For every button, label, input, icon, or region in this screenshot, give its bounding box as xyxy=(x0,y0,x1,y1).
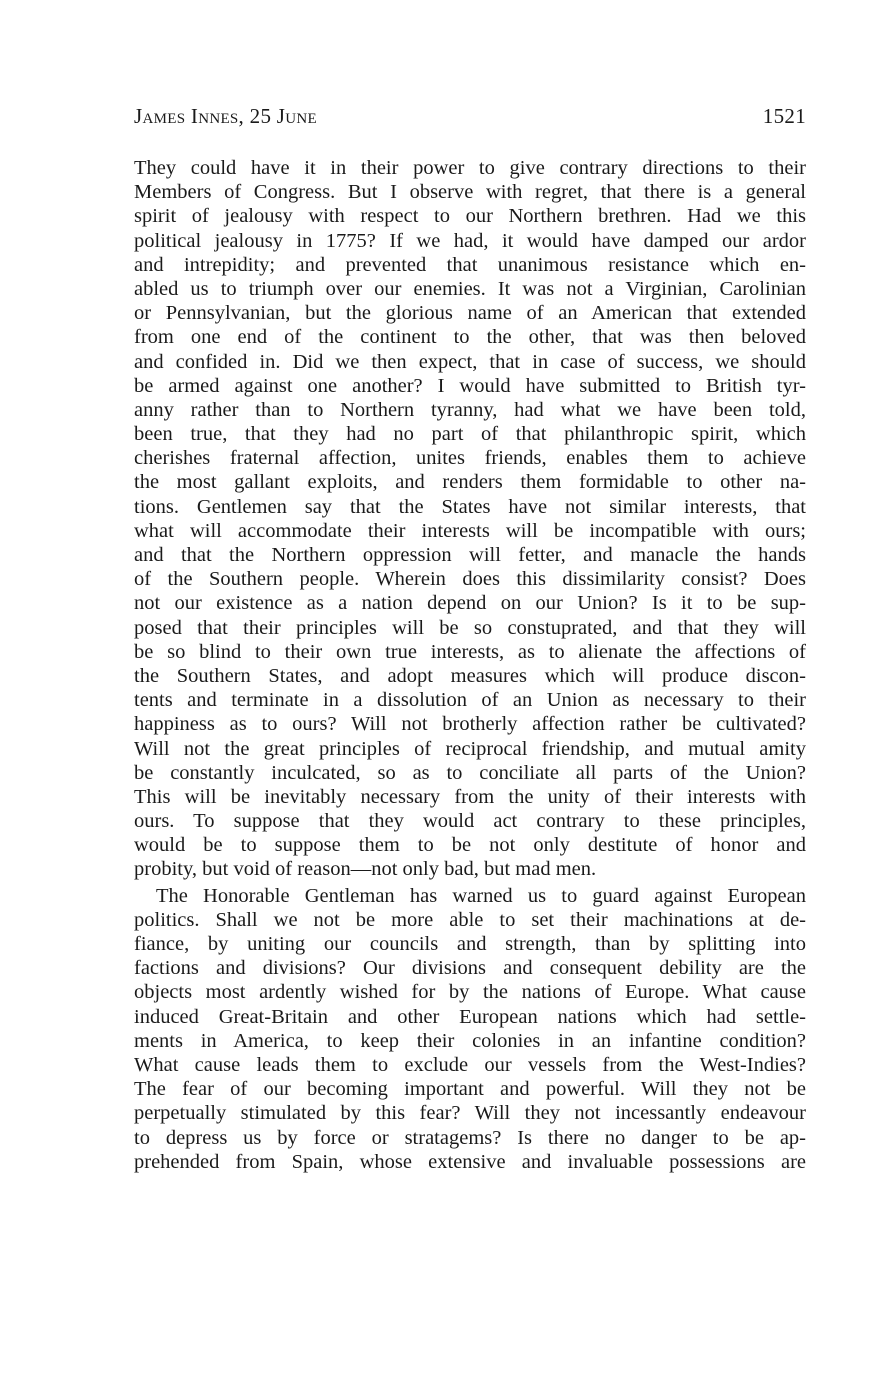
text-line: to depress us by force or stratagems? Is there no danger to be ap- xyxy=(134,1126,806,1149)
text-line: factions and divisions? Our divisions and consequent debility are the xyxy=(134,957,806,980)
text-line: the most gallant exploits, and renders them formidable to other na- xyxy=(134,471,806,494)
text-line: ments in America, to keep their colonies in an infantine condition? xyxy=(134,1029,806,1052)
text-line: and that the Northern oppression will fetter, and manacle the hands xyxy=(134,544,806,566)
body-text xyxy=(134,156,806,1174)
text-line: induced Great-Britain and other European nations which had settle- xyxy=(134,1005,806,1028)
text-line: The fear of our becoming important and powerful. Will they not be xyxy=(134,1078,806,1101)
text-line: anny rather than to Northern tyranny, had what we have been told, xyxy=(134,398,806,421)
text-line: or Pennsylvanian, but the glorious name of an American that extended xyxy=(134,302,806,325)
text-line: probity, but void of reason—not only bad, but mad men. xyxy=(134,858,597,881)
text-line: They could have it in their power to give contrary directions to their xyxy=(134,157,806,179)
text-line: tions. Gentlemen say that the States have not similar interests, that xyxy=(134,495,806,518)
text-line: be so blind to their own true interests, as to alienate the affections of xyxy=(134,640,806,663)
text-line: Will not the great principles of reciprocal friendship, and mutual amity xyxy=(134,737,806,760)
document-page xyxy=(134,104,806,1174)
text-line: of the Southern people. Wherein does this dissimilarity consist? Does xyxy=(134,568,806,591)
text-line: what will accommodate their interests will be incompatible with ours; xyxy=(134,519,806,542)
text-line: spirit of jealousy with respect to our Northern brethren. Had we this xyxy=(134,205,806,228)
text-line: cherishes fraternal affection, unites friends, enables them to achieve xyxy=(134,447,806,470)
text-line: be constantly inculcated, so as to conciliate all parts of the Union? xyxy=(134,761,806,784)
running-head xyxy=(134,104,806,136)
text-line: objects most ardently wished for by the nations of Europe. What cause xyxy=(134,981,806,1004)
page-number: 1521 xyxy=(762,104,806,128)
text-line: This will be inevitably necessary from the unity of their interests with xyxy=(134,785,806,808)
text-line: politics. Shall we not be more able to set their machinations at de- xyxy=(134,908,806,931)
text-line: Members of Congress. But I observe with regret, that there is a general xyxy=(134,181,806,204)
text-line: posed that their principles will be so constuprated, and that they will xyxy=(134,616,806,639)
paragraph xyxy=(134,884,806,1174)
text-line: ours. To suppose that they would act contrary to these principles, xyxy=(134,810,806,833)
text-line: not our existence as a nation depend on our Union? Is it to be sup- xyxy=(134,592,806,615)
text-line: prehended from Spain, whose extensive and invaluable possessions are xyxy=(134,1150,806,1173)
text-line: happiness as to ours? Will not brotherly affection rather be cultivated? xyxy=(134,713,806,736)
text-line: been true, that they had no part of that philanthropic spirit, which xyxy=(134,423,806,446)
text-line: political jealousy in 1775? If we had, it would have damped our ardor xyxy=(134,229,806,252)
text-line: What cause leads them to exclude our vessels from the West-Indies? xyxy=(134,1053,806,1076)
text-line: tents and terminate in a dissolution of an Union as necessary to their xyxy=(134,689,806,712)
text-line: the Southern States, and adopt measures which will produce discon- xyxy=(134,664,806,687)
text-line: fiance, by uniting our councils and strength, than by splitting into xyxy=(134,933,806,955)
running-head-title: James Innes, 25 June xyxy=(134,104,318,128)
paragraph xyxy=(134,156,806,882)
text-line: and confided in. Did we then expect, that in case of success, we should xyxy=(134,350,806,373)
text-line: and intrepidity; and prevented that unanimous resistance which en- xyxy=(134,253,806,276)
text-line: from one end of the continent to the other, that was then beloved xyxy=(134,326,806,349)
text-line: The Honorable Gentleman has warned us to guard against European xyxy=(156,884,806,907)
text-line: would be to suppose them to be not only destitute of honor and xyxy=(134,834,806,857)
text-line: perpetually stimulated by this fear? Will they not incessantly endeavour xyxy=(134,1102,806,1125)
text-line: be armed against one another? I would have submitted to British tyr- xyxy=(134,374,806,397)
text-line: abled us to triumph over our enemies. It was not a Virginian, Carolinian xyxy=(134,277,806,300)
